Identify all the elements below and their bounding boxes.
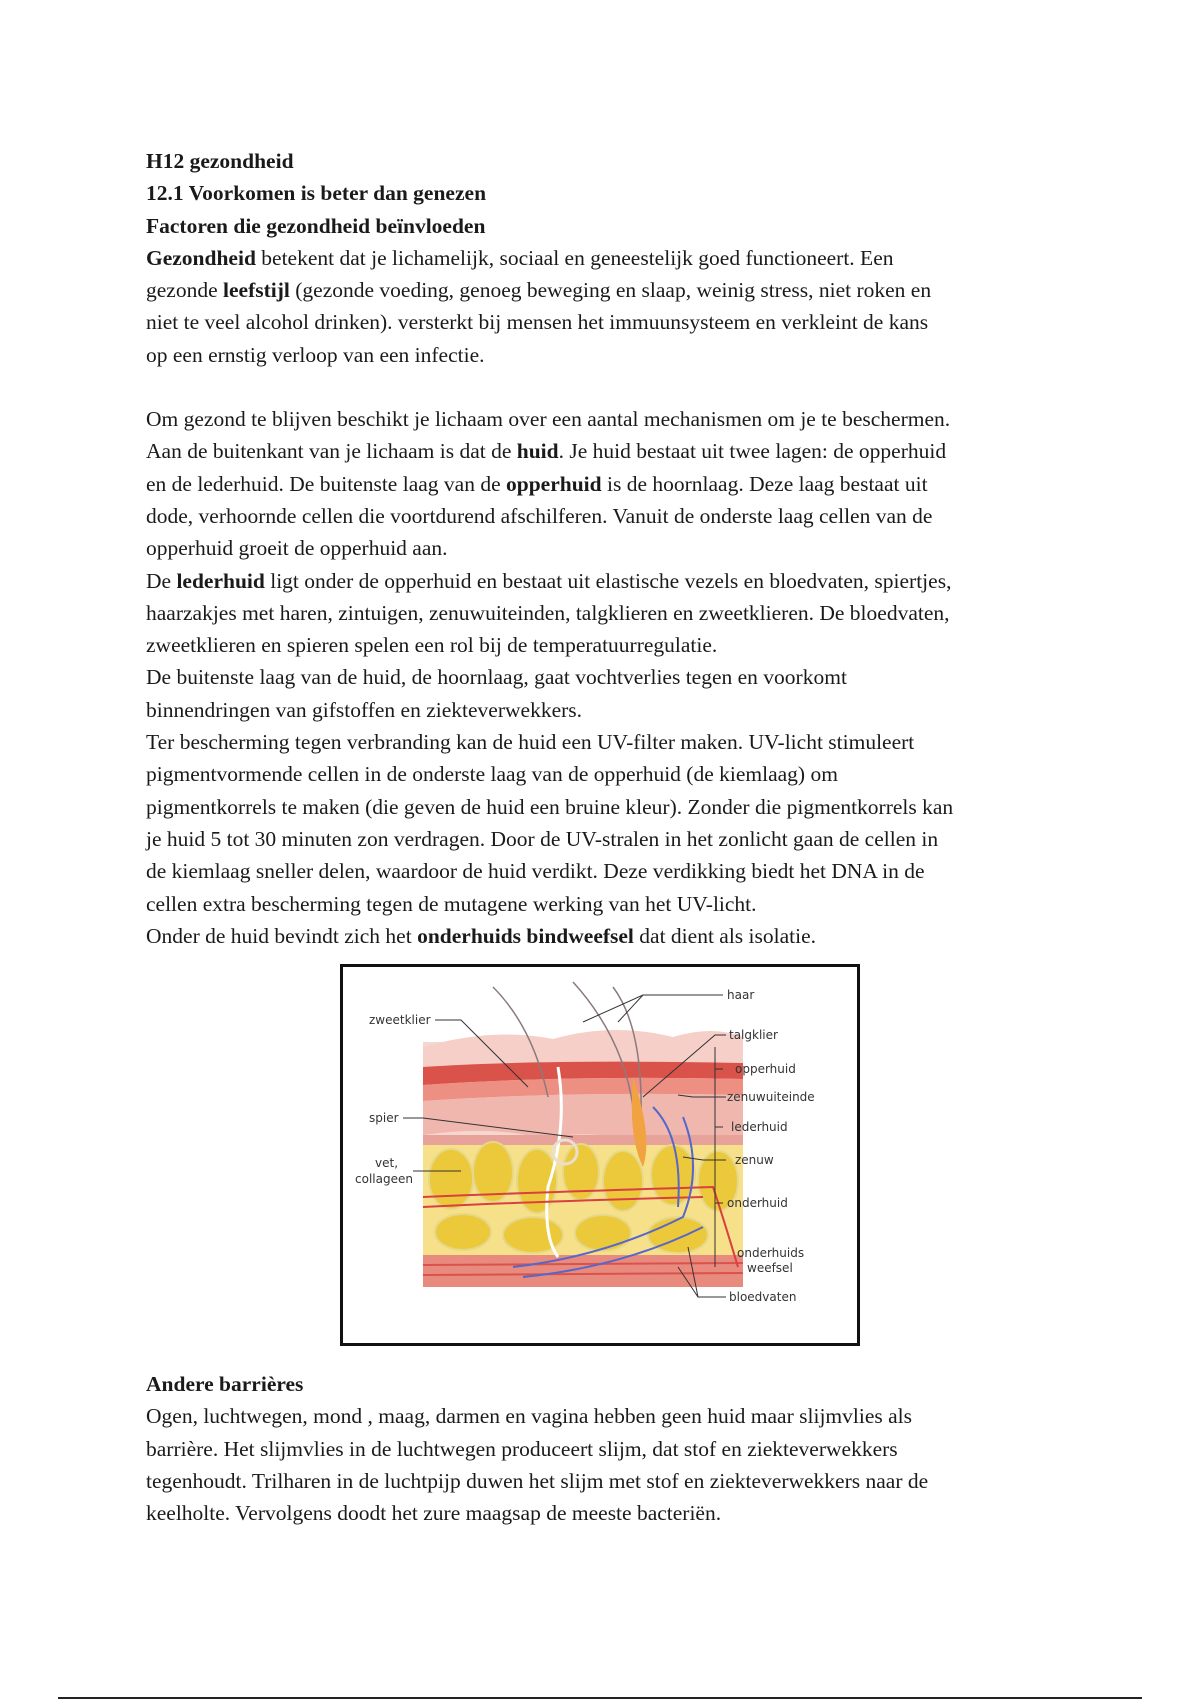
skin-diagram xyxy=(340,964,860,1346)
paragraph-line: Gezondheid betekent dat je lichamelijk, sociaal en geneestelijk goed functioneert. Een xyxy=(146,245,894,270)
paragraph-line: De lederhuid ligt onder de opperhuid en bestaat uit elastische vezels en bloedvaten, spiertjes, xyxy=(146,568,952,593)
paragraph-line: gezonde leefstijl (gezonde voeding, genoeg beweging en slaap, weinig stress, niet roken en xyxy=(146,278,932,303)
label-onderhuid: onderhuid xyxy=(727,1196,788,1210)
chapter-heading: H12 gezondheid xyxy=(146,149,294,173)
paragraph-line: pigmentvormende cellen in de onderste laag van de opperhuid (de kiemlaag) om xyxy=(146,762,838,787)
paragraph-line: zweetklieren en spieren spelen een rol bij de temperatuurregulatie. xyxy=(146,633,718,658)
paragraph-line: cellen extra bescherming tegen de mutagene werking van het UV-licht. xyxy=(146,891,757,916)
subsection-heading: Factoren die gezondheid beïnvloeden xyxy=(146,213,486,238)
label-zweetklier: zweetklier xyxy=(369,1013,431,1027)
paragraph-line: Ogen, luchtwegen, mond , maag, darmen en vagina hebben geen huid maar slijmvlies als xyxy=(146,1404,913,1429)
skin-surface xyxy=(423,1030,743,1067)
label-vet: vet, xyxy=(375,1156,399,1170)
label-lederhuid: lederhuid xyxy=(731,1120,788,1134)
paragraph-line: op een ernstig verloop van een infectie. xyxy=(146,342,485,367)
paragraph-line: Onder de huid bevindt zich het onderhuids bindweefsel dat dient als isolatie. xyxy=(146,923,817,948)
label-bloedvaten: bloedvaten xyxy=(729,1290,797,1304)
document-body xyxy=(146,145,1076,952)
paragraph-line: binnendringen van gifstoffen en ziekteverwekkers. xyxy=(146,697,583,722)
other-barriers-heading: Andere barrières xyxy=(146,1372,304,1396)
paragraph-line: tegenhoudt. Trilharen in de luchtpijp duwen het slijm met stof en ziekteverwekkers naar de xyxy=(146,1468,929,1493)
label-onderhuids: onderhuids xyxy=(737,1246,805,1260)
label-talgklier: talgklier xyxy=(729,1028,778,1042)
paragraph-line: Ter bescherming tegen verbranding kan de huid een UV-filter maken. UV-licht stimuleert xyxy=(146,730,915,755)
section-heading: 12.1 Voorkomen is beter dan genezen xyxy=(146,181,487,206)
paragraph-line: dode, verhoornde cellen die voortdurend afschilferen. Vanuit de onderste laag cellen van de xyxy=(146,503,933,528)
paragraph-line: pigmentkorrels te maken (die geven de huid een bruine kleur). Zonder die pigmentkorrels kan xyxy=(146,794,954,819)
paragraph-line: opperhuid groeit de opperhuid aan. xyxy=(146,536,448,561)
paragraph-line: niet te veel alcohol drinken). versterkt bij mensen het immuunsysteem en verkleint de kans xyxy=(146,310,929,335)
label-zenuwuiteinde: zenuwuiteinde xyxy=(727,1090,815,1104)
paragraph-line: Aan de buitenkant van je lichaam is dat de huid. Je huid bestaat uit twee lagen: de opperhuid xyxy=(146,439,947,464)
paragraph-line: barrière. Het slijmvlies in de luchtwegen produceert slijm, dat stof en ziekteverwekkers xyxy=(146,1436,898,1461)
label-opperhuid: opperhuid xyxy=(735,1062,796,1076)
paragraph-line: De buitenste laag van de huid, de hoornlaag, gaat vochtverlies tegen en voorkomt xyxy=(146,665,847,690)
paragraph-line: keelholte. Vervolgens doodt het zure maagsap de meeste bacteriën. xyxy=(146,1501,722,1526)
paragraph-line: en de lederhuid. De buitenste laag van de opperhuid is de hoornlaag. Deze laag bestaat uit xyxy=(146,471,928,496)
label-collageen: collageen xyxy=(355,1172,413,1186)
paragraph-line: Om gezond te blijven beschikt je lichaam over een aantal mechanismen om je te beschermen. xyxy=(146,407,951,432)
skin-diagram-drawing xyxy=(343,967,857,1343)
label-spier: spier xyxy=(369,1111,399,1125)
paragraph-line: haarzakjes met haren, zintuigen, zenuwuiteinden, talgklieren en zweetklieren. De bloedvaten, xyxy=(146,600,950,625)
label-weefsel: weefsel xyxy=(747,1261,793,1275)
label-haar: haar xyxy=(727,988,755,1002)
paragraph-line: de kiemlaag sneller delen, waardoor de huid verdikt. Deze verdikking biedt het DNA in de xyxy=(146,859,925,884)
label-zenuw: zenuw xyxy=(735,1153,774,1167)
footer-rule xyxy=(58,1697,1142,1699)
paragraph-line: je huid 5 tot 30 minuten zon verdragen. Door de UV-stralen in het zonlicht gaan de cellen in xyxy=(146,826,939,851)
other-barriers-section xyxy=(146,1368,1076,1529)
